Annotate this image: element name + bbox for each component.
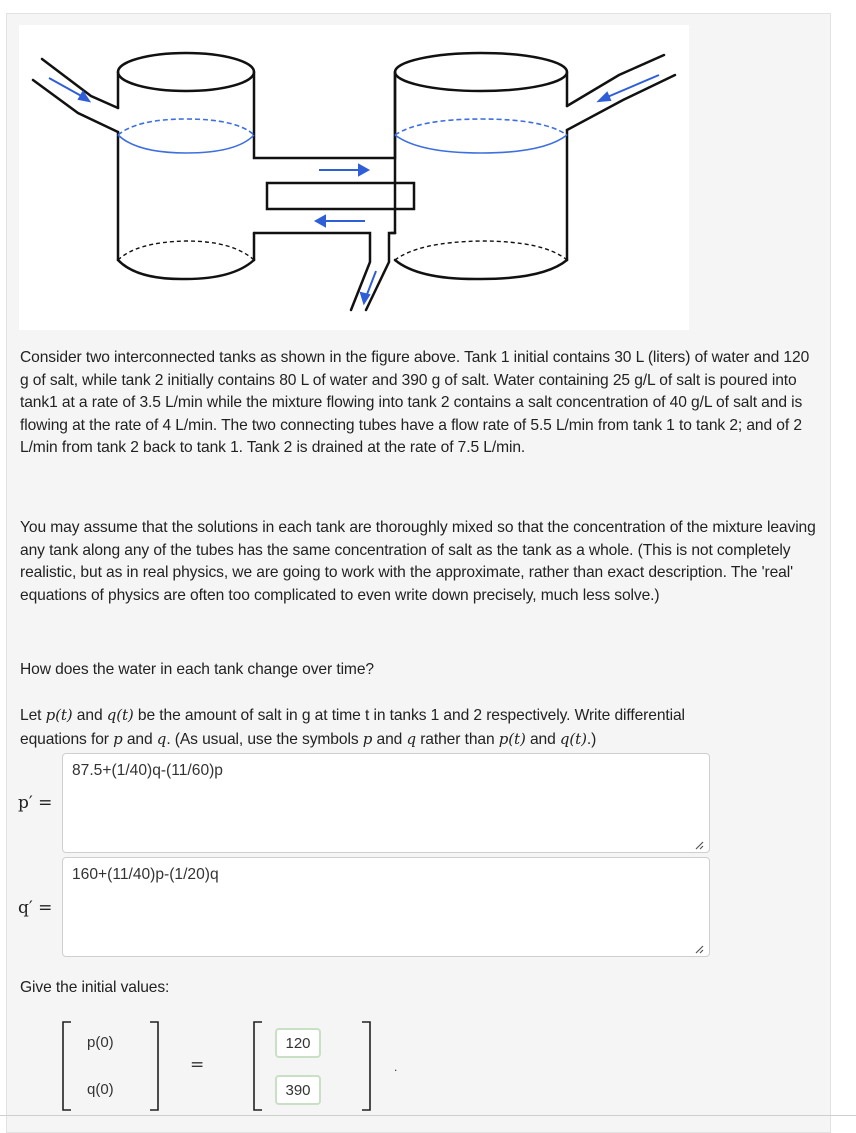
tank2-top <box>395 53 567 91</box>
q-prime-label: q′ = <box>18 898 53 918</box>
left-bracket-open <box>60 1021 74 1111</box>
problem-paragraph-2: You may assume that the solutions in each tank are thoroughly mixed so that the concentration of the mixture leaving any tank along any of the tubes has the same concentration of salt as the tank as a whole. (This is not completely realistic, but as in real physics, we are going to work with the approximate, rather than exact description. The 'real' equations of physics are often too complicated to even write down precisely, much less solve.) <box>20 519 816 604</box>
tank1-bottom-back <box>118 241 254 260</box>
connecting-tube <box>267 183 414 209</box>
question-text: How does the water in each tank change over time? <box>20 661 374 678</box>
inlet-pipe-2 <box>567 55 675 130</box>
tank2-water-back <box>395 119 567 135</box>
tank1-top <box>118 53 254 91</box>
p-prime-answer-field[interactable] <box>62 753 710 853</box>
q-prime-answer-field[interactable] <box>62 857 710 957</box>
tanks-figure <box>19 25 689 330</box>
right-bracket-close <box>359 1021 373 1111</box>
tank2-bottom <box>395 260 567 279</box>
tank1-right-wall <box>254 72 395 158</box>
tank1-water-back <box>118 119 254 135</box>
tank2-water-front <box>395 135 567 153</box>
tank1-bottom <box>118 260 254 279</box>
equals-sign: = <box>190 1055 205 1075</box>
bottom-divider <box>0 1115 856 1116</box>
tank1-water-front <box>118 135 254 153</box>
initial-values-prompt: Give the initial values: <box>20 979 170 996</box>
right-bracket-open <box>251 1021 265 1111</box>
instruction-text: Let p(t) and q(t) be the amount of salt in g at time t in tanks 1 and 2 respectively. Write differential equations for p and q. (As usual, use the symbols p and q rather than p(t) and q(t).) <box>20 706 685 748</box>
trailing-period: . <box>394 1060 398 1074</box>
drain-pipe <box>254 233 395 310</box>
tank2-bottom-back <box>395 241 567 260</box>
p-prime-label: p′ = <box>18 793 53 813</box>
resize-grip-icon[interactable] <box>694 840 704 850</box>
q0-value-input[interactable] <box>275 1075 321 1105</box>
p0-label: p(0) <box>87 1034 114 1051</box>
inlet-pipe-1 <box>33 59 118 132</box>
left-bracket-close <box>147 1021 161 1111</box>
q0-label: q(0) <box>87 1081 114 1098</box>
p0-value-input[interactable] <box>275 1028 321 1058</box>
resize-grip-icon[interactable] <box>694 944 704 954</box>
problem-paragraph-1: Consider two interconnected tanks as shown in the figure above. Tank 1 initial contains 30 L (liters) of water and 120 g of salt, while tank 2 initially contains 80 L of water and 390 g of salt. Water containing 25 g/L of salt is poured into tank1 at a rate of 3.5 L/min while the mixture flowing into tank 2 contains a salt concentration of 40 g/L of salt and is flowing at the rate of 4 L/min. The two connecting tubes have a flow rate of 5.5 L/min from tank 1 to tank 2; and of 2 L/min from tank 2 back to tank 1. Tank 2 is drained at the rate of 7.5 L/min. <box>20 349 810 457</box>
